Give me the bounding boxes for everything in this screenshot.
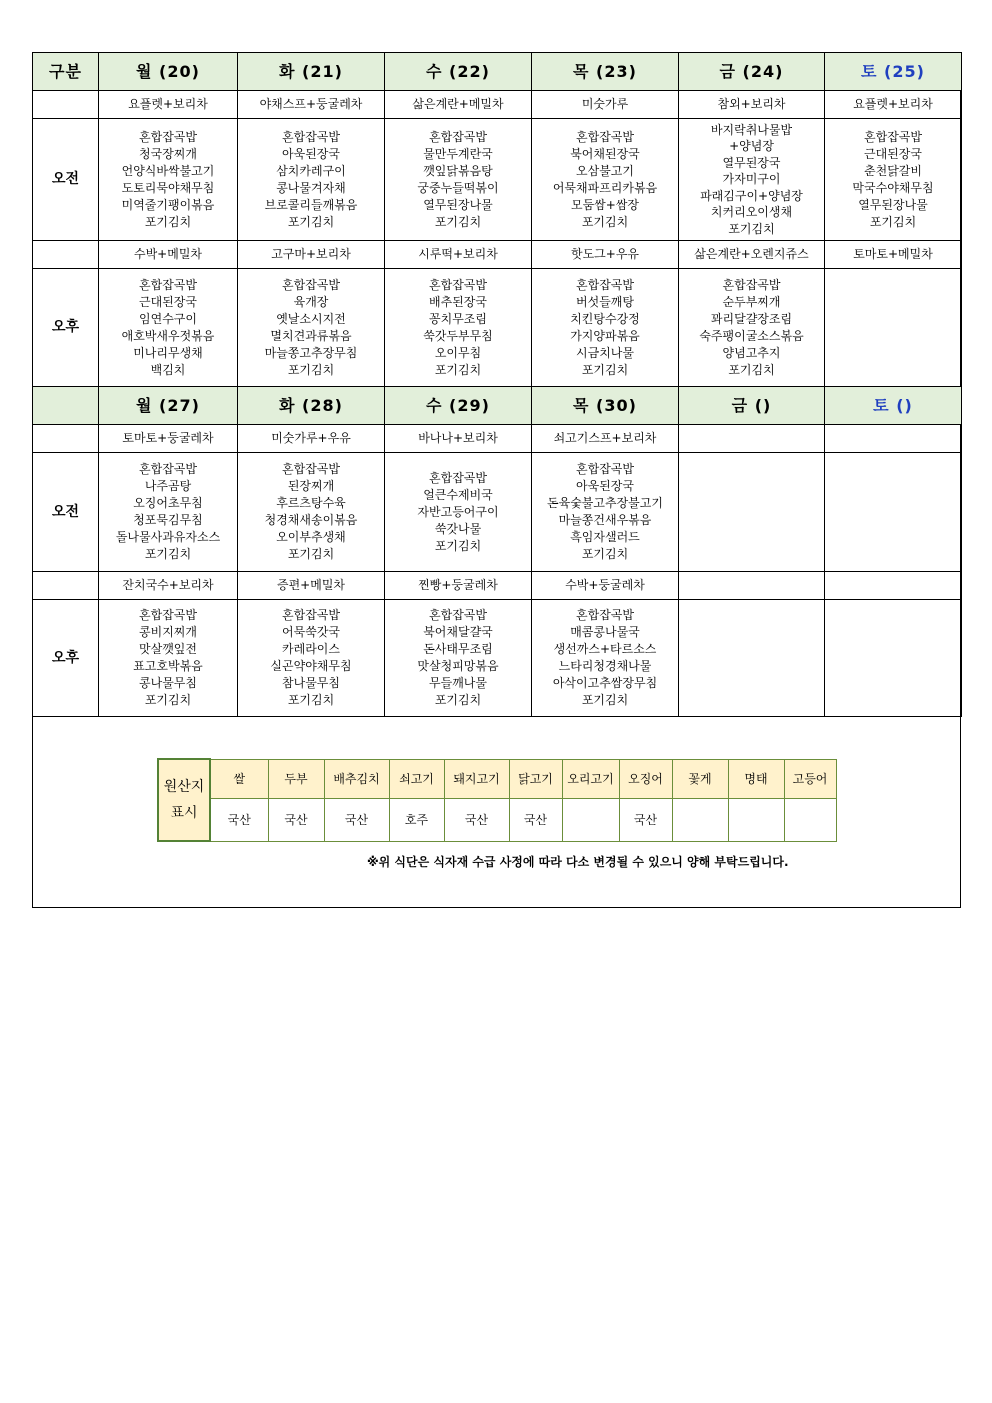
dish-item: 콩비지찌개 [139,625,197,639]
snack-cell: 잔치국수+보리차 [99,572,238,600]
dish-item: 궁중누들떡볶이 [417,180,499,195]
snack-cell: 미숫가루+우유 [238,425,385,453]
dish-item: 근대된장국 [864,146,922,161]
dish-item: 청포묵김무침 [133,513,203,527]
dish-item: 느타리청경채나물 [558,659,652,673]
snack-cell: 수박+메밀차 [99,241,238,269]
dish-item: 미역줄기팽이볶음 [121,197,215,212]
week1-header-row [33,53,962,91]
dish-item: 열무된장국 [722,155,781,170]
snack-cell: 참외+보리차 [679,91,825,119]
meal-cell [532,453,679,572]
dish-item: 콩나물겨자채 [276,180,346,195]
origin-value [672,798,728,841]
dish-item: 임연수구이 [139,311,197,326]
meal-cell [385,600,532,717]
dish-item: 자반고등어구이 [417,504,499,519]
dish-item: 파래김구이+양념장 [700,188,803,203]
week2-header-0 [33,387,99,425]
week1-dinner-row [33,269,962,387]
dish-item: 오이부추생채 [276,530,346,544]
dish-item: 모둠쌈+쌈장 [570,197,639,212]
dish-item: 포기김치 [287,547,335,561]
label-cell [33,241,99,269]
meal-schedule-table [32,52,962,717]
week1-afternoon-snack-row [33,241,962,269]
dish-item: 맛살청피망볶음 [417,659,499,673]
week2-header-1: 월 (27) [99,387,238,425]
week2-lunch-row [33,453,962,572]
dish-item: 혼합잡곡밥 [282,608,340,622]
week1-lunch-row [33,119,962,241]
snack-cell: 고구마+보리차 [238,241,385,269]
week1-header-1: 월 (20) [99,53,238,91]
meal-cell [825,453,962,572]
meal-cell [99,453,238,572]
dish-item: 오징어초무침 [133,496,203,510]
dish-item: 청국장찌개 [139,146,197,161]
dish-item: 미나리무생채 [133,345,203,360]
dish-item: 혼합잡곡밥 [429,608,487,622]
origin-value: 국산 [268,798,324,841]
dish-item: 춘천닭갈비 [864,163,922,178]
week1-header-3: 수 (22) [385,53,532,91]
meal-cell [679,119,825,241]
dish-item: 꽁치무조림 [429,311,487,326]
week2-afternoon-snack-row [33,572,962,600]
dish-item: 버섯들깨탕 [576,294,634,309]
snack-cell [825,572,962,600]
dish-item: 옛날소시지전 [276,311,346,326]
dish-item: 깻잎닭볶음탕 [423,163,493,178]
origin-value [562,798,619,841]
origin-item: 명태 [728,759,784,798]
dish-item: 근대된장국 [139,294,197,309]
dish-item: 꽈리달걀장조림 [710,311,793,326]
dish-item: 혼합잡곡밥 [139,608,197,622]
dish-item: 시금치나물 [576,345,634,360]
week1-header-5: 금 (24) [679,53,825,91]
dish-item: 마늘쫑고추장무침 [264,345,358,360]
dish-item: 포기김치 [287,693,335,707]
dish-item: 포기김치 [581,362,629,377]
origin-value: 국산 [210,798,268,841]
dish-item: 혼합잡곡밥 [576,277,634,292]
origin-item: 쇠고기 [389,759,444,798]
snack-cell [679,572,825,600]
dish-item: 나주곰탕 [144,479,192,493]
dish-item: 막국수야채무침 [852,180,934,195]
origin-item: 고등어 [784,759,836,798]
snack-cell: 토마토+둥굴레차 [99,425,238,453]
dish-item: 멸치견과류볶음 [270,328,352,343]
dish-item: 매콤콩나물국 [570,625,640,639]
snack-cell: 증편+메밀차 [238,572,385,600]
meal-cell [679,600,825,717]
dish-item: 돈사태무조림 [423,642,493,656]
snack-cell: 삶은계란+메밀차 [385,91,532,119]
dish-item: 된장찌개 [287,479,335,493]
dish-item: 오삼불고기 [576,163,634,178]
dish-item: 치커리오이생채 [710,205,793,220]
week1-morning-snack-row [33,91,962,119]
origin-value [784,798,836,841]
dish-item: 혼합잡곡밥 [722,277,781,292]
meal-cell [238,269,385,387]
week2-morning-snack-row [33,425,962,453]
dish-item: 물만두계란국 [423,146,493,161]
dish-item: 돈육숯불고추장불고기 [547,496,663,510]
dish-item: 마늘쫑건새우볶음 [558,513,652,527]
dish-item: 포기김치 [581,693,629,707]
dish-item: 애호박새우젓볶음 [121,328,215,343]
dish-item: 혼합잡곡밥 [139,277,197,292]
week2-header-6: 토 () [825,387,962,425]
meal-cell [99,269,238,387]
meal-cell [825,119,962,241]
dish-item: 포기김치 [287,362,335,377]
origin-value: 호주 [389,798,444,841]
dish-item: 콩나물무침 [139,676,197,690]
dish-item: 백김치 [150,362,186,377]
dish-item: 치킨탕수강정 [570,311,640,326]
dish-item: 포기김치 [728,221,775,236]
dish-item: 배추된장국 [429,294,487,309]
dish-item: 혼합잡곡밥 [429,129,487,144]
week2-header-2: 화 (28) [238,387,385,425]
meal-cell [825,269,962,387]
label-cell [33,425,99,453]
snack-cell [825,425,962,453]
snack-cell: 쇠고기스프+보리차 [532,425,679,453]
origin-item: 돼지고기 [444,759,509,798]
meal-cell [385,453,532,572]
meal-cell [532,600,679,717]
origin-item: 오징어 [619,759,672,798]
dish-item: 도토리묵야채무침 [121,180,215,195]
dish-item: 흑임자샐러드 [570,530,640,544]
dish-item: 바지락취나물밥 [710,122,793,137]
dish-item: 브로콜리들깨볶음 [264,197,358,212]
origin-item: 두부 [268,759,324,798]
meal-label: 오전 [33,119,99,241]
meal-label: 오후 [33,269,99,387]
dish-item: 포기김치 [144,547,192,561]
dish-item: 가자미구이 [722,172,781,187]
week1-header-0: 구분 [33,53,99,91]
dish-item: 열무된장나물 [423,197,493,212]
snack-cell: 시루떡+보리차 [385,241,532,269]
dish-item: 실곤약야채무침 [270,659,352,673]
origin-item: 오리고기 [562,759,619,798]
snack-cell: 핫도그+우유 [532,241,679,269]
dish-item: 참나물무침 [282,676,340,690]
origin-item: 배추김치 [324,759,389,798]
dish-item: 청경채새송이볶음 [264,513,358,527]
dish-item: +양념장 [729,139,774,154]
origin-value: 국산 [619,798,672,841]
meal-cell [99,600,238,717]
meal-label: 오후 [33,600,99,717]
dish-item: 양념고추지 [722,345,781,360]
week2-header-5: 금 () [679,387,825,425]
dish-item: 혼합잡곡밥 [139,129,197,144]
meal-cell [532,119,679,241]
origin-value: 국산 [444,798,509,841]
dish-item: 육개장 [293,294,329,309]
snack-cell: 야채스프+둥굴레차 [238,91,385,119]
label-cell [33,91,99,119]
meal-cell [679,453,825,572]
origin-label-line1: 원산지 [163,779,205,795]
dish-item: 어묵쑥갓국 [282,625,340,639]
origin-label [158,759,210,841]
dish-item: 얼큰수제비국 [423,487,493,502]
week2-header-3: 수 (29) [385,387,532,425]
dish-item: 쑥갓두부무침 [423,328,493,343]
dish-item: 북어채달걀국 [423,625,493,639]
dish-item: 혼합잡곡밥 [576,129,634,144]
dish-item: 맛살깻잎전 [139,642,197,656]
origin-value [728,798,784,841]
week2-header-row [33,387,962,425]
dish-item: 순두부찌개 [722,294,781,309]
meal-cell [238,453,385,572]
snack-cell: 찐빵+둥굴레차 [385,572,532,600]
dish-item: 포기김치 [581,214,629,229]
dish-item: 숙주팽이굴소스볶음 [699,328,804,343]
dish-item: 혼합잡곡밥 [282,129,340,144]
snack-cell: 요플렛+보리차 [99,91,238,119]
label-cell [33,572,99,600]
dish-item: 혼합잡곡밥 [139,462,197,476]
snack-cell: 수박+둥굴레차 [532,572,679,600]
dish-item: 포기김치 [434,538,482,553]
dish-item: 혼합잡곡밥 [576,462,634,476]
origin-table [157,758,837,842]
dish-item: 포기김치 [581,547,629,561]
dish-item: 포기김치 [434,362,482,377]
dish-item: 아욱된장국 [282,146,340,161]
dish-item: 돌나물사과유자소스 [115,530,221,544]
dish-item: 포기김치 [144,693,192,707]
dish-item: 아욱된장국 [576,479,634,493]
meal-cell [238,600,385,717]
week2-header-4: 목 (30) [532,387,679,425]
dish-item: 쑥갓나물 [434,521,482,536]
dish-item: 아삭이고추쌈장무침 [552,676,658,690]
snack-cell: 삶은계란+오렌지쥬스 [679,241,825,269]
dish-item: 북어채된장국 [570,146,640,161]
snack-cell: 미숫가루 [532,91,679,119]
week1-header-2: 화 (21) [238,53,385,91]
meal-label: 오전 [33,453,99,572]
dish-item: 생선까스+타르소스 [553,642,657,656]
dish-item: 언양식바싹불고기 [121,163,215,178]
dish-item: 포기김치 [728,362,775,377]
dish-item: 가지양파볶음 [570,328,640,343]
dish-item: 열무된장나물 [858,197,928,212]
origin-label-line2: 표시 [170,805,198,821]
snack-cell: 요플렛+보리차 [825,91,962,119]
dish-item: 혼합잡곡밥 [429,277,487,292]
origin-value: 국산 [324,798,389,841]
origin-item: 닭고기 [509,759,562,798]
snack-cell: 토마토+메밀차 [825,241,962,269]
dish-item: 포기김치 [434,214,482,229]
origin-value: 국산 [509,798,562,841]
dish-item: 혼합잡곡밥 [429,470,487,485]
dish-item: 혼합잡곡밥 [282,277,340,292]
dish-item: 포기김치 [434,693,482,707]
notice-text: ※위 식단은 식자재 수급 사정에 따라 다소 변경될 수 있으니 양해 부탁드립니다. [367,855,789,869]
meal-cell [99,119,238,241]
week1-header-4: 목 (23) [532,53,679,91]
dish-item: 혼합잡곡밥 [576,608,634,622]
dish-item: 포기김치 [869,214,917,229]
dish-item: 표고호박볶음 [133,659,203,673]
dish-item: 삼치카레구이 [276,163,346,178]
origin-item: 쌀 [210,759,268,798]
dish-item: 무들깨나물 [429,676,487,690]
meal-cell [238,119,385,241]
dish-item: 카레라이스 [282,642,340,656]
snack-cell [679,425,825,453]
meal-cell [385,119,532,241]
dish-item: 오이무침 [434,345,482,360]
dish-item: 어묵채파프리카볶음 [552,180,658,195]
snack-cell: 바나나+보리차 [385,425,532,453]
meal-cell [679,269,825,387]
meal-cell [385,269,532,387]
dish-item: 혼합잡곡밥 [864,129,922,144]
origin-item: 꽃게 [672,759,728,798]
dish-item: 혼합잡곡밥 [282,462,340,476]
dish-item: 후르츠탕수육 [276,496,346,510]
dish-item: 포기김치 [144,214,192,229]
dish-item: 포기김치 [287,214,335,229]
meal-cell [825,600,962,717]
week1-header-6: 토 (25) [825,53,962,91]
week2-dinner-row [33,600,962,717]
meal-cell [532,269,679,387]
